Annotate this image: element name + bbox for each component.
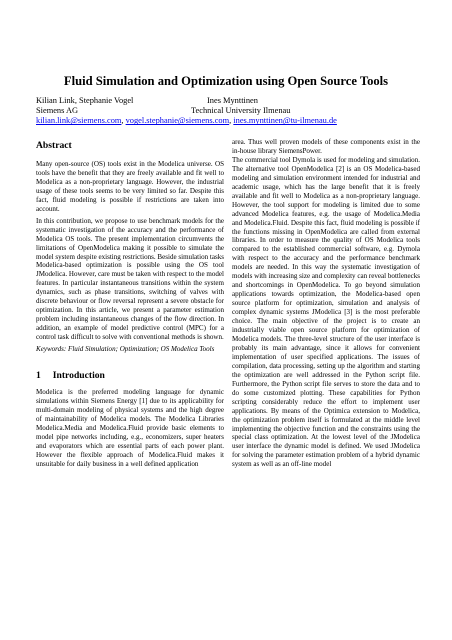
introduction-heading [36,370,224,382]
email-row [36,116,436,126]
email-link-link[interactable]: kilian.link@siemens.com [36,116,122,126]
section-title: Introduction [52,370,105,382]
email-separator: , [229,116,234,126]
abstract-heading: Abstract [36,140,72,151]
author-names-row [36,96,436,106]
right-affiliation: Technical University Ilmenau [191,106,291,116]
paper-title: Fluid Simulation and Optimization using Open Source Tools [63,74,389,88]
right-author-name: Ines Mynttinen [207,96,258,105]
email-link-vogel[interactable]: vogel.stephanie@siemens.com [125,116,230,126]
keywords: Keywords: Fluid Simulation; Optimization; OS Modelica Tools [36,345,215,354]
section-number: 1 [36,370,41,382]
right-column [232,138,420,469]
email-separator: , [121,116,126,126]
left-author-names: Kilian Link, Stephanie Vogel [36,96,134,105]
author-block [36,96,436,127]
left-column [36,140,224,472]
abstract-paragraph: In this contribution, we propose to use benchmark models for the systematic investigation of the accuracy and the performance of Modelica OS tools. The present implementation circumvents the limitations of OpenModelica making it possible to simulate the model system despite existing restrictions. Beside simulation tasks Modelica-based optimization is possible using the OS tool JModelica. However, care must be taken with respect to the model features. In particular instantaneous transitions within the system dynamics, such as phase transitions, switching of valves with discrete behaviour or flow reversal represent a severe obstacle for optimization. In this article, we present a parameter estimation problem including instantaneous changes of the flow direction. In addition, an example of model predictive control (MPC) for a control task difficult to solve with conventional methods is shown. [36,216,224,342]
left-affiliation: Siemens AG [36,106,79,116]
abstract-paragraph: Many open-source (OS) tools exist in the Modelica universe. OS tools have the benefit that they are freely available and fit well to Modelica as a non-proprietary language. However, the industrial usage of these tools seems to be very limited so far. Despite this fact, fluid modeling is possible if restrictions are taken into account. [36,160,224,213]
email-link-mynttinen[interactable]: ines.mynttinen@tu-ilmenau.de [233,116,337,126]
body-paragraph: The commercial tool Dymola is used for modeling and simulation. The alternative tool OpenModelica [2] is an OS Modelica-based modeling and simulation environment intended for industrial and academic usage, which has the large benefit that it is freely available and fit well to Modelica as a non-proprietary language. However, the tool support for modeling is limited due to some advanced Modelica features, e.g. the usage of Modelica.Media and Modelica.Fluid. Despite this fact, fluid modeling is possible if the functions missing in OpenModelica are called from external libraries. In order to measure the quality of OS Modelica tools compared to the established commercial software, e.g. Dymola with respect to the accuracy and the performance benchmark models are needed. In this way the systematic investigation of models with increasing size and complexity can reveal bottlenecks and shortcomings in OpenModelica. To go beyond simulation applications towards optimization, the Modelica-based open source platform for optimization, simulation and analysis of complex dynamic systems JModelica [3] is the most preferable choice. The main objective of the project is to create an industrially viable open source platform for optimization of Modelica models. The three-level structure of the user interface is probably its main advantage, since it allows for convenient implementation of user specified applications. The issues of compilation, data processing, setting up the algorithm and starting the optimization are well addressed in the Python script file. Furthermore, the Python script file serves to store the data and to do some customized plotting. These capabilities for Python scripting considerably reduce the effort to implement user applications. By means of the Optimica extension to Modelica, the optimization problem itself is formulated at the middle level implementing the objective function and the constraints using the special class optimization. At the lowest level of the JModelica user interface the dynamic model is defined. We used JModelica for solving the parameter estimation problem of a hybrid dynamic system as well as an off-line model [232,155,420,469]
introduction-paragraph: Modelica is the preferred modeling language for dynamic simulations within Siemens Energy [1] due to its applicability for multi-domain modeling of physical systems and the high degree of maintainability of Modelica models. The Modelica Libraries Modelica.Media and Modelica.Fluid provide basic elements to model pipe networks including, e.g., economizers, super heaters and evaporators which are essential parts of each power plant. However the flexible approach of Modelica.Fluid makes it unsuitable for daily business in a well defined application [36,388,224,468]
affiliation-row [36,106,436,116]
body-paragraph: area. Thus well proven models of these components exist in the in-house library SiemensPower. [232,138,420,155]
